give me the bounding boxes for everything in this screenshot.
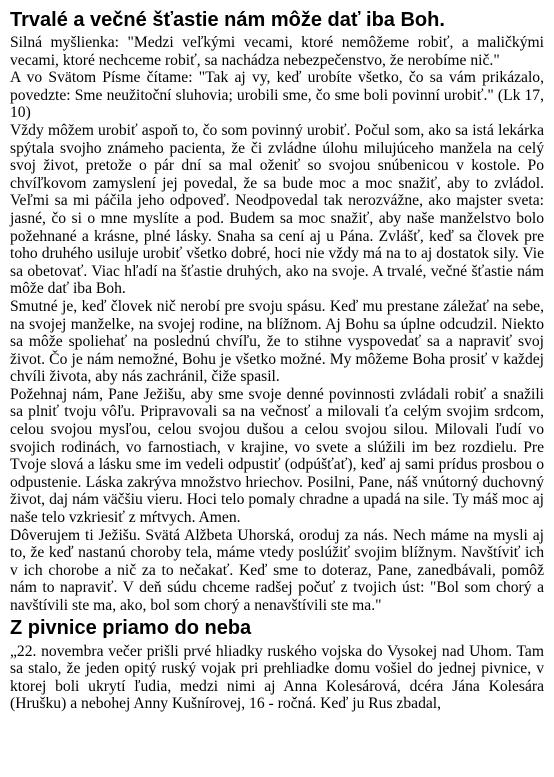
article-paragraph: Dôverujem ti Ježišu. Svätá Alžbeta Uhorská, oroduj za nás. Nech máme na mysli aj to, že keď nastanú choroby tela, máme vtedy poslúžiť svojim blížnym. Navštíviť ich v ich chorobe a nič za to nečakať. Keď sme to doteraz, Pane, zanedbávali, pomôž nám to napraviť. V deň súdu chceme radšej počuť z tvojich úst: "Bol som chorý a navštívili ste ma, ako, bol som chorý a nenavštívili ste ma." (10, 526, 544, 614)
article-paragraph: Smutné je, keď človek nič nerobí pre svoju spásu. Keď mu prestane záležať na sebe, na svojej manželke, na svojej rodine, na blížnom. Aj Bohu sa úplne odcudzil. Niekto sa môže spoliehať na poslednú chvíľu, že to stihne vyspovedať sa a napraviť svoj život. Čo je nám nemožné, Bohu je všetko možné. My môžeme Boha prosiť v každej chvíli života, aby nás zachránil, čiže spasil. (10, 297, 544, 386)
article-title: Trvalé a večné šťastie nám môže dať iba Boh. (10, 9, 445, 31)
article-paragraph: A vo Svätom Písme čítame: "Tak aj vy, keď urobíte všetko, čo sa vám prikázalo, povedzte: Sme neužitoční sluhovia; urobili sme, čo sme boli povinní urobiť." (Lk 17, 10) (10, 69, 544, 122)
article-paragraph: „22. novembra večer prišli prvé hliadky ruského vojska do Vysokej nad Uhom. Tam sa stalo, že jeden opitý ruský vojak pri prehliadke domu vošiel do jednej pivnice, v ktorej boli ukrytí ľudia, medzi nimi aj Anna Kolesárová, dcéra Jána Kolesára (Hrušku) a nebohej Anny Kušnírovej, 16 - ročná. Keď ju Rus zbadal, (10, 642, 544, 713)
article-paragraph: Vždy môžem urobiť aspoň to, čo som povinný urobiť. Počul som, ako sa istá lekárka spýtala svojho známeho pacienta, že či zvládne úlohu milujúceho manžela na celý svoj život, pretože o pár dní sa mal oženiť so svojou snúbenicou v kostole. Po chvíľkovom zamyslení jej povedal, že sa bude moc a moc snažiť, aby to zvládol. Veľmi sa mi páčila jeho odpoveď. Neodpovedal tak nerozvážne, ako majster sveta: jasné, čo si o mne myslíte a pod. Budem sa moc snažiť, aby naše manželstvo bolo požehnané a krásne, plné lásky. Snaha sa cení aj u Pána. Zvlášť, keď sa človek pre toho druhého usiluje urobiť všetko dobré, hoci nie vždy má na to aj dostatok sily. Vie sa obetovať. Viac hľadí na šťastie druhých, ako na svoje. A trvalé, večné šťastie nám môže dať iba Boh. (10, 121, 544, 298)
article-paragraph: Silná myšlienka: "Medzi veľkými vecami, ktoré nemôžeme robiť, a maličkými vecami, ktoré nechceme robiť, sa nachádza nebezpečenstvo, že nerobíme nič." (10, 34, 544, 69)
article-title: Z pivnice priamo do neba (10, 616, 252, 639)
article-paragraph: Požehnaj nám, Pane Ježišu, aby sme svoje denné povinnosti zvládali robiť a snažili sa plniť tvoju vôľu. Pripravovali sa na večnosť a milovali ťa celým svojim srdcom, celou svojou mysľou, celou svojou dušou a celou svojou silou. Milovali ľudí vo svojich rodinách, vo farnostiach, v krajine, vo svete a slúžili im bez rozdielu. Pre Tvoje slová a lásku sme im vedeli odpustiť (odpúšťať), keď aj sami prídus prosbou o odpustenie. Láska zakrýva množstvo hriechov. Posilni, Pane, náš vnútorný duchovný život, daj nám väčšiu vieru. Hoci telo pomaly chradne a upadá na sile. Ty máš moc aj naše telo vzkriesiť z mŕtvych. Amen. (10, 385, 544, 527)
